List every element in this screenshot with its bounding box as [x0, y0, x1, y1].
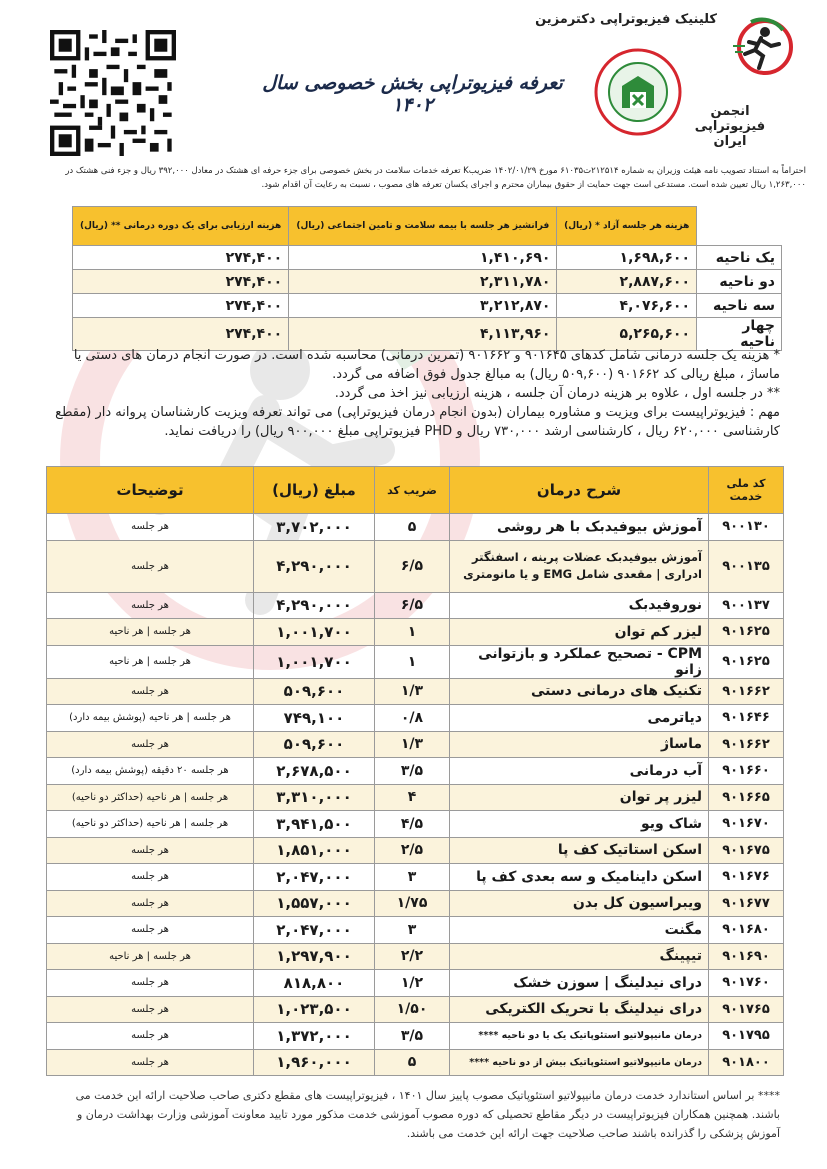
service-coefficient: ۳/۵	[375, 1023, 450, 1050]
service-price: ۲,۰۴۷,۰۰۰	[254, 917, 375, 944]
service-description: اسکن استاتیک کف پا	[450, 837, 709, 864]
service-price: ۳,۹۴۱,۵۰۰	[254, 811, 375, 838]
header-franchise: فرانشیز هر جلسه با بیمه سلامت و تامین اجتماعی (ریال)	[289, 207, 557, 246]
service-coefficient: ۱/۵۰	[375, 996, 450, 1023]
service-code: ۹۰۱۶۴۶	[709, 705, 784, 732]
evaluation-price: ۲۷۴,۴۰۰	[73, 294, 289, 318]
service-row	[47, 1023, 784, 1050]
service-notes: هر جلسه	[47, 514, 254, 541]
service-notes: هر جلسه	[47, 864, 254, 891]
service-description: آب درمانی	[450, 758, 709, 785]
service-code: ۹۰۱۷۹۵	[709, 1023, 784, 1050]
service-notes: هر جلسه	[47, 890, 254, 917]
service-description: درمان مانیپولاتیو استئوپاتیک یک یا دو ناحیه ****	[450, 1023, 709, 1050]
service-notes: هر جلسه	[47, 917, 254, 944]
note-item: * هزینه یک جلسه درمانی شامل کدهای ۹۰۱۶۴۵ و ۹۰۱۶۶۲ (تمرین درمانی) محاسبه شده است. در صورت انجام درمان های دستی یا ماساژ ، مبلغ ریالی کد ۹۰۱۶۶۲ (۵۰۹,۶۰۰ ریال) به مبالغ جدول فوق اضافه می گردد.	[73, 348, 780, 382]
service-price: ۳,۳۱۰,۰۰۰	[254, 784, 375, 811]
service-coefficient: ۵	[375, 514, 450, 541]
service-code: ۹۰۱۸۰۰	[709, 1049, 784, 1076]
service-notes: هر جلسه	[47, 1049, 254, 1076]
service-description: تکنیک های درمانی دستی	[450, 678, 709, 705]
service-coefficient: ۱/۳	[375, 678, 450, 705]
service-description: لیزر کم توان	[450, 619, 709, 646]
service-coefficient: ۴/۵	[375, 811, 450, 838]
service-code: ۹۰۱۶۷۶	[709, 864, 784, 891]
free-price: ۴,۰۷۶,۶۰۰	[557, 294, 697, 318]
service-notes: هر جلسه	[47, 678, 254, 705]
service-code: ۹۰۱۶۷۰	[709, 811, 784, 838]
free-price: ۱,۶۹۸,۶۰۰	[557, 246, 697, 270]
service-price: ۱,۸۵۱,۰۰۰	[254, 837, 375, 864]
service-coefficient: ۱/۲	[375, 970, 450, 997]
service-code: ۹۰۰۱۳۷	[709, 592, 784, 619]
service-code: ۹۰۰۱۳۵	[709, 540, 784, 592]
service-description: آموزش بیوفیدبک عضلات پرینه ، اسفنگتر ادراری | مقعدی شامل EMG و یا مانومتری	[450, 540, 709, 592]
service-notes: هر جلسه	[47, 837, 254, 864]
service-coefficient: ۲/۵	[375, 837, 450, 864]
service-code: ۹۰۱۶۶۲	[709, 731, 784, 758]
service-notes: هر جلسه	[47, 1023, 254, 1050]
service-notes: هر جلسه	[47, 731, 254, 758]
service-row	[47, 592, 784, 619]
runner-logo-icon	[731, 16, 793, 78]
service-notes: هر جلسه | هر ناحیه	[47, 645, 254, 678]
service-price: ۳,۷۰۲,۰۰۰	[254, 514, 375, 541]
service-row	[47, 619, 784, 646]
service-code: ۹۰۰۱۳۰	[709, 514, 784, 541]
association-name: انجمن فیزیوتراپی ایران	[694, 104, 766, 149]
free-price: ۲,۸۸۷,۶۰۰	[557, 270, 697, 294]
service-description: CPM - تصحیح عملکرد و بازتوانی زانو	[450, 645, 709, 678]
service-notes: هر جلسه | هر ناحیه (حداکثر دو ناحیه)	[47, 784, 254, 811]
service-coefficient: ۱/۳	[375, 731, 450, 758]
service-description: اسکن داینامیک و سه بعدی کف پا	[450, 864, 709, 891]
service-row	[47, 645, 784, 678]
service-description: تیپینگ	[450, 943, 709, 970]
service-row	[47, 811, 784, 838]
service-row	[47, 514, 784, 541]
service-row	[47, 731, 784, 758]
service-description: نوروفیدبک	[450, 592, 709, 619]
service-code: ۹۰۱۶۶۵	[709, 784, 784, 811]
service-description: درمان مانیپولاتیو استئوپاتیک بیش از دو ناحیه ****	[450, 1049, 709, 1076]
service-row	[47, 705, 784, 732]
service-description: ماساژ	[450, 731, 709, 758]
evaluation-price: ۲۷۴,۴۰۰	[73, 246, 289, 270]
services-table	[46, 466, 784, 1076]
area-name: چهار ناحیه	[697, 318, 782, 351]
service-coefficient: ۵	[375, 1049, 450, 1076]
service-row	[47, 678, 784, 705]
franchise-price: ۴,۱۱۳,۹۶۰	[289, 318, 557, 351]
service-notes: هر جلسه | هر ناحیه	[47, 943, 254, 970]
service-coefficient: ۱	[375, 645, 450, 678]
area-name: دو ناحیه	[697, 270, 782, 294]
free-price: ۵,۲۶۵,۶۰۰	[557, 318, 697, 351]
service-description: دیاترمی	[450, 705, 709, 732]
service-coefficient: ۲/۲	[375, 943, 450, 970]
header-description: شرح درمان	[450, 467, 709, 514]
service-description: لیزر پر توان	[450, 784, 709, 811]
service-price: ۲,۶۷۸,۵۰۰	[254, 758, 375, 785]
service-price: ۵۰۹,۶۰۰	[254, 678, 375, 705]
service-notes: هر جلسه | هر ناحیه (پوشش بیمه دارد)	[47, 705, 254, 732]
service-coefficient: ۱/۷۵	[375, 890, 450, 917]
area-name: سه ناحیه	[697, 294, 782, 318]
service-coefficient: ۶/۵	[375, 592, 450, 619]
footer-note: **** بر اساس استاندارد خدمت درمان مانیپولاتیو استئوپاتیک مصوب پاییز سال ۱۴۰۱ ، فیزیوتراپیست های مقطع دکتری صاحب صلاحیت ارائه این خدمت می باشند. همچنین همکاران فیزیوتراپیست در دیگر مقاطع تحصیلی که دوره مصوب آموزشی خدمت مذکور مورد تایید معاونت آموزشی وزارت بهداشت درمان و آموزش پزشکی را گذرانده باشند صاحب صلاحیت جهت ارائه این خدمت می باشند.	[75, 1089, 780, 1140]
franchise-price: ۱,۴۱۰,۶۹۰	[289, 246, 557, 270]
service-code: ۹۰۱۶۸۰	[709, 917, 784, 944]
service-price: ۴,۲۹۰,۰۰۰	[254, 540, 375, 592]
service-code: ۹۰۱۶۹۰	[709, 943, 784, 970]
blank-header-cell	[697, 207, 782, 246]
service-row	[47, 917, 784, 944]
header-notes: توضیحات	[47, 467, 254, 514]
service-coefficient: ۴	[375, 784, 450, 811]
intro-text: احتراماً به استناد تصویب نامه هیئت وزیران به شماره ۲۱۲۵۱۴ت۶۱۰۳۵ مورخ ۱۴۰۲/۰۱/۲۹ ضریبK تعرفه خدمات سلامت در بخش خصوصی برای جزء حرفه ای هشتک در معادل ۳۹۲,۰۰۰ ریال و جزء فنی هشتک در ۱,۲۶۳,۰۰۰ ریال تعیین شده است. مستدعی است جهت حمایت از حقوق بیماران محترم و اجرای یکسان تعرفه های مصوب ، نسبت به رعایت آن اقدام شود.	[65, 166, 806, 190]
service-code: ۹۰۱۶۶۰	[709, 758, 784, 785]
service-description: آموزش بیوفیدبک با هر روشی	[450, 514, 709, 541]
service-code: ۹۰۱۶۲۵	[709, 619, 784, 646]
service-description: درای نیدلینگ با تحریک الکتریکی	[450, 996, 709, 1023]
note-item: مهم : فیزیوتراپیست برای ویزیت و مشاوره بیماران (بدون انجام درمان فیزیوتراپی) می تواند تعرفه ویزیت کارشناسان پروانه دار (مقطع کارشناسی ۶۲۰,۰۰۰ ریال ، کارشناسی ارشد ۷۳۰,۰۰۰ ریال و PHD فیزیوتراپی مبلغ ۹۰۰,۰۰۰ ریال) را دریافت نماید.	[55, 405, 780, 439]
service-price: ۱,۰۲۳,۵۰۰	[254, 996, 375, 1023]
service-price: ۱,۰۰۱,۷۰۰	[254, 645, 375, 678]
service-row	[47, 970, 784, 997]
service-description: درای نیدلینگ | سوزن خشک	[450, 970, 709, 997]
service-price: ۱,۵۵۷,۰۰۰	[254, 890, 375, 917]
service-row	[47, 864, 784, 891]
service-price: ۵۰۹,۶۰۰	[254, 731, 375, 758]
note-item: ** در جلسه اول ، علاوه بر هزینه درمان آن جلسه ، هزینه ارزیابی نیز اخذ می گردد.	[334, 386, 780, 401]
service-notes: هر جلسه	[47, 540, 254, 592]
service-code: ۹۰۱۷۶۵	[709, 996, 784, 1023]
service-price: ۲,۰۴۷,۰۰۰	[254, 864, 375, 891]
service-price: ۷۴۹,۱۰۰	[254, 705, 375, 732]
area-pricing-table	[72, 206, 782, 351]
header-code: کد ملی خدمت	[709, 467, 784, 514]
service-price: ۸۱۸,۸۰۰	[254, 970, 375, 997]
service-coefficient: ۳	[375, 917, 450, 944]
service-code: ۹۰۱۶۶۲	[709, 678, 784, 705]
service-notes: هر جلسه | هر ناحیه (حداکثر دو ناحیه)	[47, 811, 254, 838]
page-title: تعرفه فیزیوتراپی بخش خصوصی سال ۱۴۰۲	[262, 72, 563, 116]
service-row	[47, 837, 784, 864]
header-coefficient: ضریب کد	[375, 467, 450, 514]
area-row	[73, 294, 782, 318]
service-coefficient: ۰/۸	[375, 705, 450, 732]
service-notes: هر جلسه	[47, 592, 254, 619]
area-row	[73, 246, 782, 270]
service-code: ۹۰۱۶۷۷	[709, 890, 784, 917]
service-row	[47, 996, 784, 1023]
service-description: مگنت	[450, 917, 709, 944]
service-price: ۱,۳۷۲,۰۰۰	[254, 1023, 375, 1050]
association-logo-icon	[592, 46, 684, 138]
evaluation-price: ۲۷۴,۴۰۰	[73, 270, 289, 294]
franchise-price: ۲,۳۱۱,۷۸۰	[289, 270, 557, 294]
header-free-session: هزینه هر جلسه آزاد * (ریال)	[557, 207, 697, 246]
area-name: یک ناحیه	[697, 246, 782, 270]
header-price: مبلغ (ریال)	[254, 467, 375, 514]
service-coefficient: ۱	[375, 619, 450, 646]
service-code: ۹۰۱۷۶۰	[709, 970, 784, 997]
notes-block	[40, 346, 780, 441]
service-notes: هر جلسه ۲۰ دقیقه (پوشش بیمه دارد)	[47, 758, 254, 785]
service-row	[47, 540, 784, 592]
service-row	[47, 784, 784, 811]
service-notes: هر جلسه	[47, 996, 254, 1023]
service-row	[47, 890, 784, 917]
qr-code	[50, 30, 176, 156]
evaluation-price: ۲۷۴,۴۰۰	[73, 318, 289, 351]
service-code: ۹۰۱۶۲۵	[709, 645, 784, 678]
service-price: ۴,۲۹۰,۰۰۰	[254, 592, 375, 619]
service-row	[47, 758, 784, 785]
service-notes: هر جلسه | هر ناحیه	[47, 619, 254, 646]
service-price: ۱,۲۹۷,۹۰۰	[254, 943, 375, 970]
service-row	[47, 1049, 784, 1076]
franchise-price: ۳,۲۱۲,۸۷۰	[289, 294, 557, 318]
header-evaluation: هزینه ارزیابی برای یک دوره درمانی ** (ریال)	[73, 207, 289, 246]
service-coefficient: ۳	[375, 864, 450, 891]
service-notes: هر جلسه	[47, 970, 254, 997]
service-coefficient: ۳/۵	[375, 758, 450, 785]
area-row	[73, 270, 782, 294]
clinic-name: کلینیک فیزیوتراپی دکترمزین	[535, 12, 717, 27]
service-row	[47, 943, 784, 970]
service-coefficient: ۶/۵	[375, 540, 450, 592]
service-description: ویبراسیون کل بدن	[450, 890, 709, 917]
service-code: ۹۰۱۶۷۵	[709, 837, 784, 864]
service-description: شاک ویو	[450, 811, 709, 838]
service-price: ۱,۹۶۰,۰۰۰	[254, 1049, 375, 1076]
service-price: ۱,۰۰۱,۷۰۰	[254, 619, 375, 646]
